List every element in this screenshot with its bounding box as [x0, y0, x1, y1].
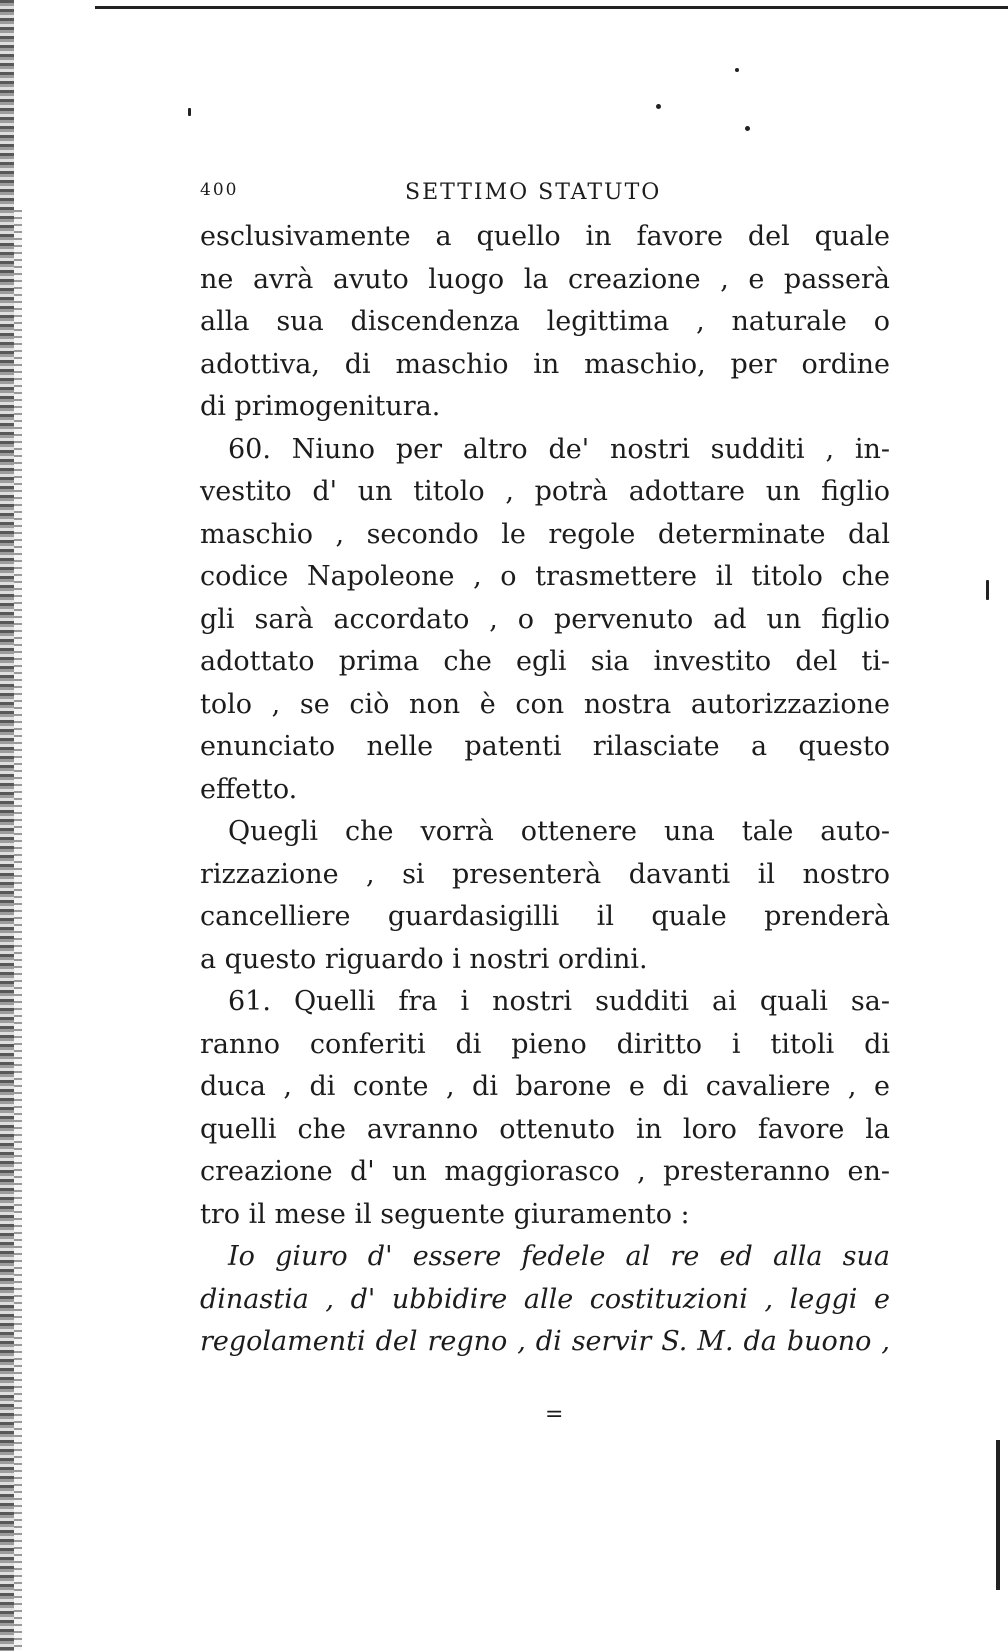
- scan-speck: [656, 104, 661, 109]
- text-line: adottiva, di maschio in maschio, per ordine: [200, 348, 890, 380]
- text-line: esclusivamente a quello in favore del quale: [200, 221, 890, 252]
- scan-binding-shadow: [14, 210, 22, 1650]
- oath-line: regolamenti del regno , di servir S. M. da buono ,: [200, 1326, 890, 1357]
- scan-right-edge-mark: [996, 1440, 1000, 1590]
- text-line: ne avrà avuto luogo la creazione , e passerà: [200, 263, 890, 295]
- paragraph-start: Quegli che vorrà ottenere una tale auto-: [228, 816, 890, 847]
- text-line: cancelliere guardasigilli il quale prenderà: [200, 901, 890, 932]
- text-line: di primogenitura.: [200, 391, 441, 422]
- text-line: gli sarà accordato , o pervenuto ad un figlio: [200, 603, 890, 635]
- text-line: codice Napoleone , o trasmettere il titolo che: [200, 561, 890, 592]
- scan-speck: [745, 126, 750, 131]
- footer-mark: =: [545, 1402, 564, 1427]
- oath-line: Io giuro d' essere fedele al re ed alla sua: [228, 1241, 890, 1272]
- scan-speck: [735, 68, 739, 72]
- page-header: [200, 180, 890, 216]
- text-line: maschio , secondo le regole determinate dal: [200, 518, 890, 550]
- text-line: quelli che avranno ottenuto in loro favore la: [200, 1113, 890, 1145]
- text-line: vestito d' un titolo , potrà adottare un figlio: [200, 476, 890, 507]
- text-line: creazione d' un maggiorasco , presteranno en-: [200, 1156, 890, 1187]
- article-60-start: 60. Niuno per altro de' nostri sudditi , in-: [228, 433, 890, 465]
- page-number: 400: [200, 180, 239, 200]
- text-line: alla sua discendenza legittima , naturale o: [200, 306, 890, 337]
- scan-top-rule: [95, 6, 1008, 9]
- scan-binding-edge: [0, 0, 14, 1651]
- article-61-start: 61. Quelli fra i nostri sudditi ai quali sa-: [228, 986, 890, 1017]
- scan-speck: [986, 580, 989, 600]
- text-line: a questo riguardo i nostri ordini.: [200, 943, 648, 975]
- book-page: [200, 180, 890, 1427]
- text-line: duca , di conte , di barone e di cavaliere , e: [200, 1071, 890, 1102]
- text-line: enunciato nelle patenti rilasciate a questo: [200, 731, 890, 762]
- text-line: rizzazione , si presenterà davanti il nostro: [200, 858, 890, 890]
- oath-line: dinastia , d' ubbidire alle costituzioni , leggi e: [200, 1283, 890, 1315]
- body-text: [200, 216, 890, 1364]
- text-line: effetto.: [200, 773, 298, 805]
- text-line: tro il mese il seguente giuramento :: [200, 1198, 690, 1230]
- text-line: ranno conferiti di pieno diritto i titoli di: [200, 1028, 890, 1060]
- running-head: SETTIMO STATUTO: [405, 180, 662, 205]
- text-line: adottato prima che egli sia investito del ti-: [200, 646, 890, 677]
- text-line: tolo , se ciò non è con nostra autorizzazione: [200, 688, 890, 720]
- scan-speck: [188, 108, 191, 116]
